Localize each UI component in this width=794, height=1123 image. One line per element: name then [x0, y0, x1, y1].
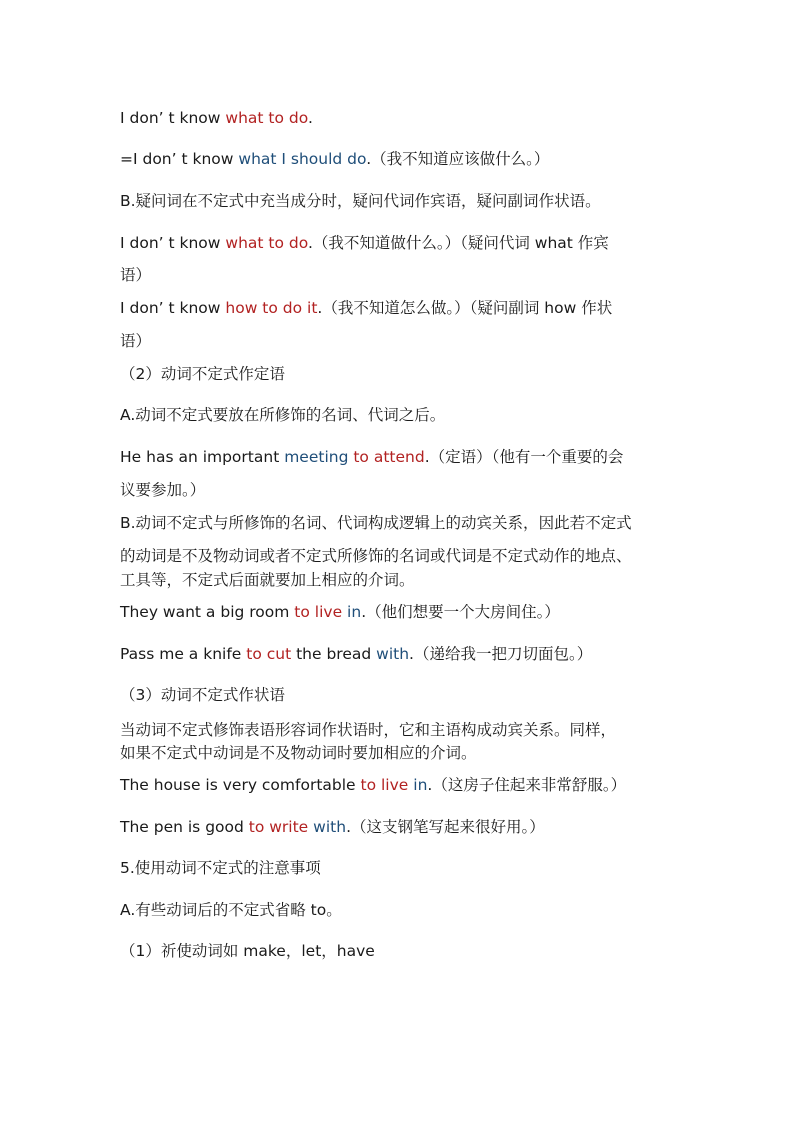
text-segment: 工具等，不定式后面就要加上相应的介词。: [120, 571, 415, 589]
highlighted-phrase: to live: [360, 776, 409, 794]
section-heading: [120, 858, 321, 878]
text-line: [120, 108, 313, 128]
highlighted-phrase: with: [376, 645, 410, 663]
text-line: [120, 644, 592, 664]
text-segment: .: [307, 109, 313, 127]
text-segment: A.有些动词后的不定式省略 to。: [120, 901, 342, 919]
text-line: [120, 298, 612, 318]
text-line: [120, 191, 601, 211]
text-line: [120, 331, 151, 351]
text-line: [120, 149, 549, 169]
text-line: [120, 233, 609, 253]
text-segment: the bread: [291, 645, 377, 663]
text-segment: .（这房子住起来非常舒服。）: [427, 776, 627, 794]
section-heading: [120, 685, 285, 705]
text-segment: 如果不定式中动词是不及物动词时要加相应的介词。: [120, 744, 477, 762]
highlighted-phrase: what to do: [225, 109, 308, 127]
text-line: [120, 720, 616, 740]
text-line: [120, 602, 560, 622]
text-line: [120, 447, 623, 467]
text-segment: The house is very comfortable: [120, 776, 361, 794]
text-segment: 的动词是不及物动词或者不定式所修饰的名词或代词是不定式动作的地点、: [120, 547, 632, 565]
text-segment: 当动词不定式修饰表语形容词作状语时，它和主语构成动宾关系。同样，: [120, 721, 617, 739]
text-segment: I don’ t know: [120, 234, 226, 252]
text-segment: They want a big room: [120, 603, 295, 621]
section-heading: [120, 941, 375, 961]
text-line: [120, 405, 445, 425]
text-segment: .（定语）（他有一个重要的会: [424, 448, 624, 466]
highlighted-phrase: in: [413, 776, 428, 794]
text-segment: Pass me a knife: [120, 645, 247, 663]
text-segment: .（这支钢笔写起来很好用。）: [346, 818, 545, 836]
text-line: [120, 480, 205, 500]
text-segment: He has an important: [120, 448, 285, 466]
text-segment: （1）祈使动词如 make，let，have: [120, 942, 375, 960]
text-line: [120, 265, 151, 285]
text-segment: 5.使用动词不定式的注意事项: [120, 859, 321, 877]
text-segment: I don’ t know: [120, 299, 226, 317]
highlighted-phrase: to attend: [353, 448, 425, 466]
highlighted-phrase: what I should do: [238, 150, 367, 168]
highlighted-phrase: meeting: [284, 448, 349, 466]
text-segment: .（我不知道做什么。）（疑问代词 what 作宾: [307, 234, 609, 252]
text-segment: A.动词不定式要放在所修饰的名词、代词之后。: [120, 406, 446, 424]
text-segment: （3）动词不定式作状语: [120, 686, 285, 704]
highlighted-phrase: with: [313, 818, 347, 836]
highlighted-phrase: what to do: [225, 234, 308, 252]
text-segment: （2）动词不定式作定语: [120, 365, 285, 383]
text-segment: .（我不知道怎么做。）（疑问副词 how 作状: [317, 299, 613, 317]
highlighted-phrase: how to do it: [225, 299, 318, 317]
text-line: [120, 570, 415, 590]
highlighted-phrase: in: [347, 603, 362, 621]
highlighted-phrase: to cut: [246, 645, 292, 663]
text-line: [120, 817, 545, 837]
text-segment: The pen is good: [120, 818, 249, 836]
section-heading: [120, 364, 285, 384]
text-segment: .（我不知道应该做什么。）: [366, 150, 550, 168]
text-line: [120, 743, 477, 763]
text-segment: B.动词不定式与所修饰的名词、代词构成逻辑上的动宾关系，因此若不定式: [120, 514, 632, 532]
text-line: [120, 546, 632, 566]
text-line: [120, 513, 632, 533]
text-segment: 议要参加。）: [120, 481, 206, 499]
text-segment: B.疑问词在不定式中充当成分时，疑问代词作宾语，疑问副词作状语。: [120, 192, 601, 210]
text-segment: .（他们想要一个大房间住。）: [361, 603, 560, 621]
highlighted-phrase: to live: [294, 603, 343, 621]
highlighted-phrase: to write: [248, 818, 309, 836]
text-line: [120, 900, 342, 920]
text-segment: =I don’ t know: [120, 150, 239, 168]
text-line: [120, 775, 626, 795]
text-segment: .（递给我一把刀切面包。）: [409, 645, 593, 663]
text-segment: I don’ t know: [120, 109, 226, 127]
text-segment: 语）: [120, 266, 152, 284]
text-segment: 语）: [120, 332, 152, 350]
